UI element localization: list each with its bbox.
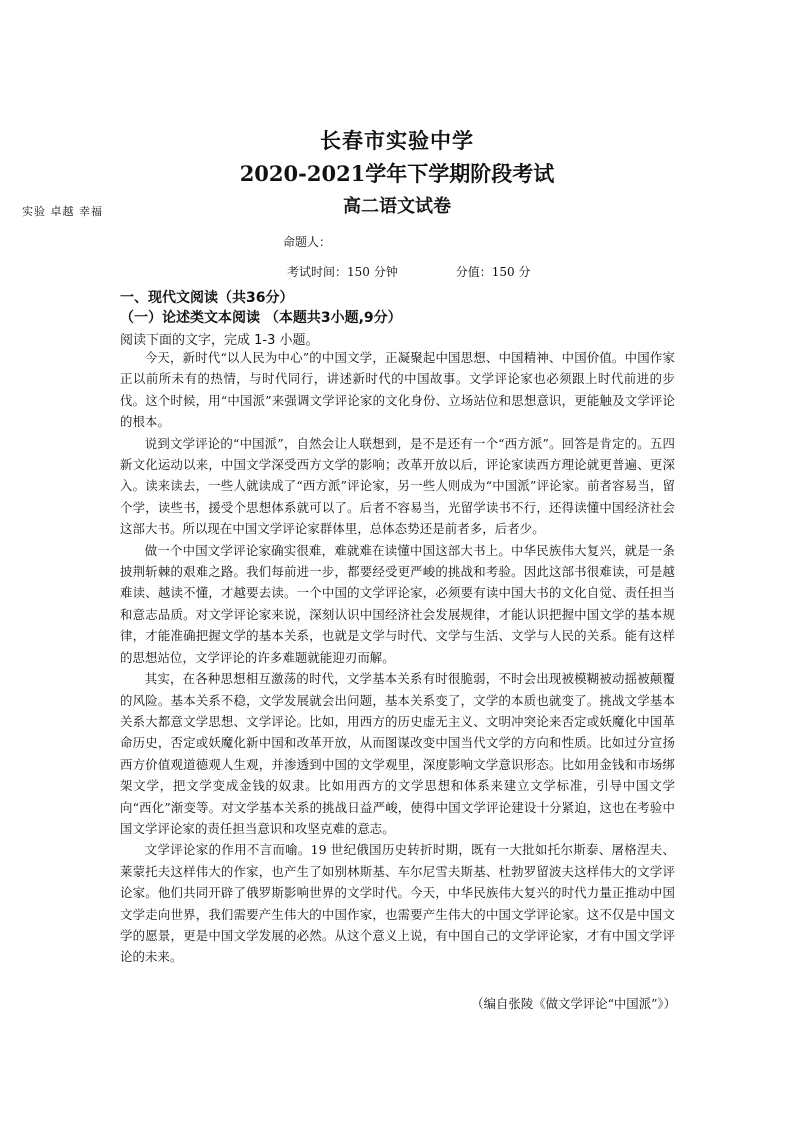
exam-name: 2020-2021学年下学期阶段考试 — [239, 161, 555, 186]
section-heading: 一、现代文阅读（共36分） — [120, 290, 294, 306]
article-paragraph: 说到文学评论的“中国派”，自然会让人联想到，是不是还有一个“西方派”。回答是肯定的。五四新文化运动以来，中国文学深受西方文学的影响；改革开放以后，评论家读西方理论就更普遍、更深入。读来读去，一些人就读成了“西方派”评论家，另一些人则成为“中国派”评论家。前者容易当，留个学，读些书，援受个思想体系就可以了。后者不容易当，光留学读书不行，还得读懂中国经济社会这部大书。所以现在中国文学评论家群体里，总体态势还是前者多，后者少。 — [120, 435, 675, 537]
article-source: （编自张陵《做文学评论“中国派”》） — [471, 996, 676, 1011]
setter-label: 命题人： — [283, 235, 332, 249]
reading-instruction: 阅读下面的文字，完成 1-3 小题。 — [120, 333, 319, 348]
paper-subject: 高二语文试卷 — [343, 196, 451, 217]
section-subheading: （一）论述类文本阅读 （本题共3小题,9分） — [120, 310, 402, 326]
school-motto: 实验 卓越 幸福 — [22, 205, 103, 218]
exam-info — [287, 263, 530, 280]
article-body — [120, 347, 675, 968]
article-paragraph: 其实，在各种思想相互激荡的时代，文学基本关系有时很脆弱，不时会出现被模糊被动摇被颠覆的风险。基本关系不稳，文学发展就会出问题，基本关系变了，文学的本质也就变了。挑战文学基本关系大都意文学思想、文学评论。比如，用西方的历史虚无主义、文明冲突论来否定或妖魔化中国革命历史，否定或妖魔化新中国和改革开放，从而图谋改变中国当代文学的方向和性质。比如过分宣扬西方价值观道德观人生观，并渗透到中国的文学观里，深度影响文学意识形态。比如用金钱和市场绑架文学，把文学变成金钱的奴隶。比如用西方的文学思想和体系来建立文学标准，引导中国文学向“西化”渐变等。对文学基本关系的挑战日益严峻，使得中国文学评论建设十分紧迫，这也在考验中国文学评论家的责任担当意识和攻坚克难的意志。 — [120, 671, 675, 836]
article-paragraph: 今天，新时代“以人民为中心”的中国文学，正凝聚起中国思想、中国精神、中国价值。中国作家正以前所未有的热情，与时代同行，讲述新时代的中国故事。文学评论家也必须跟上时代前进的步伐。这个时候，用“中国派”来强调文学评论家的文化身份、立场站位和思想意识，更能触及文学评论的根本。 — [120, 350, 675, 430]
article-paragraph: 文学评论家的作用不言而喻。19 世纪俄国历史转折时期，既有一大批如托尔斯泰、屠格涅夫、莱蒙托夫这样伟大的作家，也产生了如别林斯基、车尔尼雪夫斯基、杜勃罗留波夫这样伟大的文学评论家。他们共同开辟了俄罗斯影响世界的文学时代。今天，中华民族伟大复兴的时代力量正推动中国文学走向世界，我们需要产生伟大的中国作家，也需要产生伟大的中国文学评论家。这不仅是中国文学的愿景，更是中国文学发展的必然。从这个意义上说，有中国自己的文学评论家，才有中国文学评论的未来。 — [120, 842, 675, 965]
exam-time: 考试时间：150 分钟 — [287, 265, 398, 279]
school-name: 长春市实验中学 — [320, 128, 474, 153]
exam-score: 分值：150 分 — [455, 265, 531, 279]
article-paragraph: 做一个中国文学评论家确实很难，难就难在读懂中国这部大书上。中华民族伟大复兴，就是一条披荆斩棘的艰难之路。我们每前进一步，都要经受更严峻的挑战和考验。因此这部书很难读，可是越难读、越读不懂，才越要去读。一个中国的文学评论家，必须要有读中国大书的文化自觉、责任担当和意志品质。对文学评论家来说，深刻认识中国经济社会发展规律，才能认识把握中国文学的基本规律，才能准确把握文学的基本关系，也就是文学与时代、文学与生活、文学与人民的关系。能有这样的思想站位，文学评论的许多难题就能迎刃而解。 — [120, 542, 675, 665]
